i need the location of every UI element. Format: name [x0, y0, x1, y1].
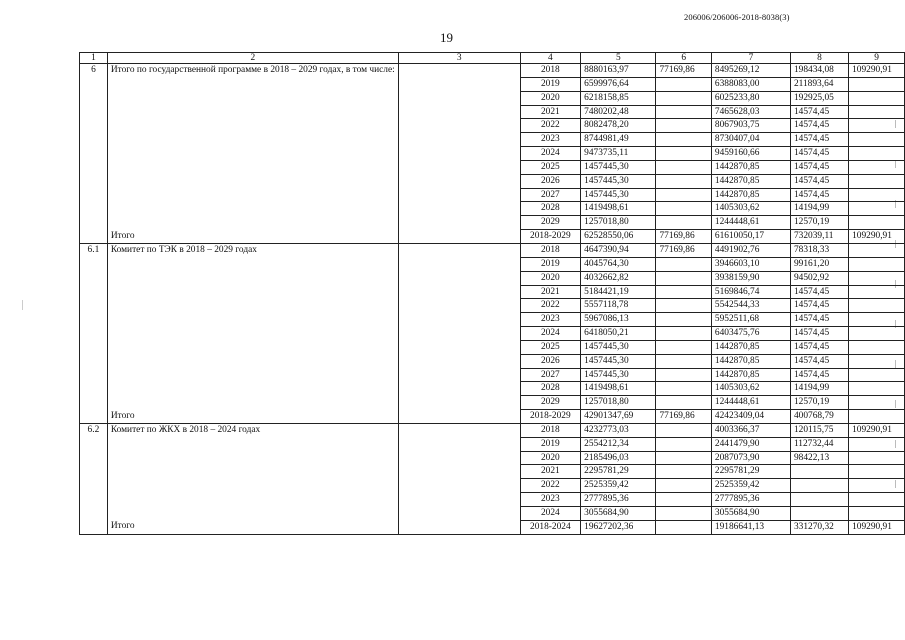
- column-header: 1: [80, 53, 108, 64]
- value-cell: 6025233,80: [711, 91, 790, 105]
- value-cell: [656, 507, 711, 521]
- value-cell: 2185496,03: [581, 451, 656, 465]
- year-cell: 2027: [520, 188, 581, 202]
- value-cell: [656, 188, 711, 202]
- table-row: [80, 243, 905, 257]
- section-number: 6.1: [80, 243, 108, 409]
- value-cell: 5169846,74: [711, 285, 790, 299]
- table-row: [80, 423, 905, 437]
- value-cell: 2554212,34: [581, 437, 656, 451]
- value-cell: 3055684,90: [711, 507, 790, 521]
- value-cell: [656, 119, 711, 133]
- section-name: Комитет по ТЭК в 2018 – 2029 годах: [107, 243, 398, 409]
- value-cell: [656, 299, 711, 313]
- value-cell: [849, 299, 905, 313]
- value-cell: 14574,45: [790, 133, 848, 147]
- total-value-cell: 62528550,06: [581, 230, 656, 244]
- total-value-cell: 61610050,17: [711, 230, 790, 244]
- table-row: [80, 64, 905, 78]
- value-cell: [656, 313, 711, 327]
- value-cell: 4045764,30: [581, 257, 656, 271]
- value-cell: 7480202,48: [581, 105, 656, 119]
- year-cell: 2026: [520, 174, 581, 188]
- value-cell: 1442870,85: [711, 368, 790, 382]
- value-cell: [656, 216, 711, 230]
- year-cell: 2018: [520, 243, 581, 257]
- value-cell: 112732,44: [790, 437, 848, 451]
- column-header: 6: [656, 53, 711, 64]
- value-cell: 8067903,75: [711, 119, 790, 133]
- value-cell: [849, 382, 905, 396]
- value-cell: [849, 313, 905, 327]
- value-cell: 4032662,82: [581, 271, 656, 285]
- value-cell: 77169,86: [656, 64, 711, 78]
- value-cell: 6218158,85: [581, 91, 656, 105]
- value-cell: 4491902,76: [711, 243, 790, 257]
- total-value-cell: 331270,32: [790, 520, 848, 534]
- value-cell: 14194,99: [790, 382, 848, 396]
- value-cell: [790, 493, 848, 507]
- value-cell: 2777895,36: [711, 493, 790, 507]
- value-cell: 8744981,49: [581, 133, 656, 147]
- value-cell: [849, 147, 905, 161]
- value-cell: [656, 160, 711, 174]
- section-number: 6.2: [80, 423, 108, 520]
- value-cell: 120115,75: [790, 423, 848, 437]
- year-cell: 2022: [520, 299, 581, 313]
- page-number: 19: [440, 30, 453, 45]
- value-cell: 8880163,97: [581, 64, 656, 78]
- year-cell: 2021: [520, 285, 581, 299]
- value-cell: [849, 396, 905, 410]
- value-cell: [656, 423, 711, 437]
- year-cell: 2023: [520, 493, 581, 507]
- year-cell: 2020: [520, 271, 581, 285]
- total-number-cell: [80, 230, 108, 244]
- value-cell: [790, 465, 848, 479]
- value-cell: 8082478,20: [581, 119, 656, 133]
- value-cell: 3055684,90: [581, 507, 656, 521]
- section-number: 6: [80, 64, 108, 230]
- value-cell: [656, 396, 711, 410]
- value-cell: 6403475,76: [711, 327, 790, 341]
- value-cell: 1442870,85: [711, 188, 790, 202]
- year-cell: 2022: [520, 479, 581, 493]
- total-value-cell: [656, 520, 711, 534]
- value-cell: [656, 451, 711, 465]
- value-cell: [849, 174, 905, 188]
- value-cell: [849, 479, 905, 493]
- value-cell: 109290,91: [849, 423, 905, 437]
- year-cell: 2021: [520, 465, 581, 479]
- year-cell: 2029: [520, 216, 581, 230]
- value-cell: [849, 507, 905, 521]
- period-cell: 2018-2029: [520, 230, 581, 244]
- value-cell: 1244448,61: [711, 216, 790, 230]
- value-cell: 4003366,37: [711, 423, 790, 437]
- value-cell: [849, 271, 905, 285]
- total-value-cell: 77169,86: [656, 410, 711, 424]
- value-cell: 2087073,90: [711, 451, 790, 465]
- value-cell: [656, 493, 711, 507]
- value-cell: 1442870,85: [711, 340, 790, 354]
- value-cell: 1457445,30: [581, 188, 656, 202]
- value-cell: 1457445,30: [581, 174, 656, 188]
- year-cell: 2021: [520, 105, 581, 119]
- value-cell: [656, 202, 711, 216]
- total-value-cell: [849, 410, 905, 424]
- column-3-cell: [398, 64, 520, 244]
- value-cell: [849, 354, 905, 368]
- value-cell: 3946603,10: [711, 257, 790, 271]
- total-value-cell: 19186641,13: [711, 520, 790, 534]
- value-cell: [656, 465, 711, 479]
- value-cell: 1457445,30: [581, 160, 656, 174]
- total-value-cell: 109290,91: [849, 230, 905, 244]
- value-cell: 14574,45: [790, 285, 848, 299]
- year-cell: 2024: [520, 507, 581, 521]
- value-cell: 14574,45: [790, 174, 848, 188]
- value-cell: [656, 133, 711, 147]
- value-cell: [656, 479, 711, 493]
- value-cell: [656, 340, 711, 354]
- column-header: 5: [581, 53, 656, 64]
- value-cell: 6599976,64: [581, 77, 656, 91]
- value-cell: 2525359,42: [711, 479, 790, 493]
- value-cell: 9473735,11: [581, 147, 656, 161]
- value-cell: [849, 119, 905, 133]
- value-cell: [849, 451, 905, 465]
- value-cell: 1442870,85: [711, 174, 790, 188]
- value-cell: 78318,33: [790, 243, 848, 257]
- value-cell: 1244448,61: [711, 396, 790, 410]
- value-cell: 7465628,03: [711, 105, 790, 119]
- value-cell: 1457445,30: [581, 368, 656, 382]
- value-cell: [849, 257, 905, 271]
- year-cell: 2018: [520, 64, 581, 78]
- value-cell: 192925,05: [790, 91, 848, 105]
- value-cell: 98422,13: [790, 451, 848, 465]
- value-cell: [849, 327, 905, 341]
- value-cell: 5542544,33: [711, 299, 790, 313]
- column-3-cell: [398, 423, 520, 534]
- total-value-cell: 732039,11: [790, 230, 848, 244]
- value-cell: 14574,45: [790, 368, 848, 382]
- value-cell: 12570,19: [790, 396, 848, 410]
- value-cell: 14574,45: [790, 105, 848, 119]
- value-cell: 1419498,61: [581, 382, 656, 396]
- column-header: 7: [711, 53, 790, 64]
- value-cell: 14574,45: [790, 188, 848, 202]
- total-value-cell: 42423409,04: [711, 410, 790, 424]
- year-cell: 2028: [520, 202, 581, 216]
- total-value-cell: 42901347,69: [581, 410, 656, 424]
- header-row: [80, 53, 905, 64]
- column-header: 4: [520, 53, 581, 64]
- budget-table: [79, 52, 905, 535]
- value-cell: 14574,45: [790, 147, 848, 161]
- value-cell: [849, 285, 905, 299]
- period-cell: 2018-2029: [520, 410, 581, 424]
- value-cell: 2777895,36: [581, 493, 656, 507]
- total-label: Итого: [107, 520, 398, 534]
- year-cell: 2019: [520, 437, 581, 451]
- value-cell: 6388083,00: [711, 77, 790, 91]
- value-cell: [656, 77, 711, 91]
- value-cell: 2441479,90: [711, 437, 790, 451]
- year-cell: 2029: [520, 396, 581, 410]
- value-cell: 4232773,03: [581, 423, 656, 437]
- document-id: 206006/206006-2018-8038(3): [684, 12, 790, 22]
- total-value-cell: 19627202,36: [581, 520, 656, 534]
- value-cell: [656, 437, 711, 451]
- value-cell: [849, 91, 905, 105]
- year-cell: 2026: [520, 354, 581, 368]
- scan-mark: [22, 300, 23, 310]
- value-cell: [656, 382, 711, 396]
- value-cell: 77169,86: [656, 243, 711, 257]
- value-cell: 1442870,85: [711, 354, 790, 368]
- value-cell: 14574,45: [790, 327, 848, 341]
- year-cell: 2025: [520, 340, 581, 354]
- value-cell: 14574,45: [790, 119, 848, 133]
- value-cell: [849, 202, 905, 216]
- value-cell: 14574,45: [790, 160, 848, 174]
- year-cell: 2027: [520, 368, 581, 382]
- value-cell: 99161,20: [790, 257, 848, 271]
- value-cell: [849, 437, 905, 451]
- value-cell: 211893,64: [790, 77, 848, 91]
- value-cell: 8495269,12: [711, 64, 790, 78]
- value-cell: [849, 368, 905, 382]
- value-cell: 2295781,29: [711, 465, 790, 479]
- value-cell: [656, 285, 711, 299]
- total-number-cell: [80, 520, 108, 534]
- total-label: Итого: [107, 410, 398, 424]
- value-cell: 2525359,42: [581, 479, 656, 493]
- value-cell: 1457445,30: [581, 354, 656, 368]
- column-header: 9: [849, 53, 905, 64]
- value-cell: 6418050,21: [581, 327, 656, 341]
- value-cell: 5184421,19: [581, 285, 656, 299]
- total-number-cell: [80, 410, 108, 424]
- value-cell: [849, 493, 905, 507]
- value-cell: [849, 133, 905, 147]
- value-cell: 94502,92: [790, 271, 848, 285]
- value-cell: 1405303,62: [711, 202, 790, 216]
- year-cell: 2024: [520, 327, 581, 341]
- value-cell: 1419498,61: [581, 202, 656, 216]
- year-cell: 2022: [520, 119, 581, 133]
- year-cell: 2018: [520, 423, 581, 437]
- value-cell: [849, 465, 905, 479]
- value-cell: [849, 105, 905, 119]
- value-cell: 12570,19: [790, 216, 848, 230]
- value-cell: 198434,08: [790, 64, 848, 78]
- value-cell: [656, 354, 711, 368]
- column-header: 8: [790, 53, 848, 64]
- year-cell: 2019: [520, 257, 581, 271]
- value-cell: 5967086,13: [581, 313, 656, 327]
- value-cell: 2295781,29: [581, 465, 656, 479]
- value-cell: 5952511,68: [711, 313, 790, 327]
- value-cell: [790, 507, 848, 521]
- value-cell: [849, 188, 905, 202]
- value-cell: 14194,99: [790, 202, 848, 216]
- total-value-cell: 400768,79: [790, 410, 848, 424]
- total-label: Итого: [107, 230, 398, 244]
- year-cell: 2028: [520, 382, 581, 396]
- value-cell: [849, 77, 905, 91]
- value-cell: 1442870,85: [711, 160, 790, 174]
- value-cell: 109290,91: [849, 64, 905, 78]
- column-header: 2: [107, 53, 398, 64]
- value-cell: [849, 340, 905, 354]
- value-cell: 14574,45: [790, 340, 848, 354]
- value-cell: 8730407,04: [711, 133, 790, 147]
- value-cell: [790, 479, 848, 493]
- column-3-cell: [398, 243, 520, 423]
- year-cell: 2024: [520, 147, 581, 161]
- value-cell: [656, 271, 711, 285]
- value-cell: 14574,45: [790, 354, 848, 368]
- section-name: Итого по государственной программе в 2018 – 2029 годах, в том числе:: [107, 64, 398, 230]
- value-cell: [849, 160, 905, 174]
- value-cell: [656, 368, 711, 382]
- value-cell: 1257018,80: [581, 396, 656, 410]
- value-cell: [849, 216, 905, 230]
- year-cell: 2020: [520, 451, 581, 465]
- year-cell: 2025: [520, 160, 581, 174]
- total-value-cell: 109290,91: [849, 520, 905, 534]
- year-cell: 2019: [520, 77, 581, 91]
- period-cell: 2018-2024: [520, 520, 581, 534]
- value-cell: 14574,45: [790, 313, 848, 327]
- value-cell: 5557118,78: [581, 299, 656, 313]
- year-cell: 2023: [520, 133, 581, 147]
- value-cell: [656, 105, 711, 119]
- value-cell: 1457445,30: [581, 340, 656, 354]
- value-cell: 4647390,94: [581, 243, 656, 257]
- total-value-cell: 77169,86: [656, 230, 711, 244]
- column-header: 3: [398, 53, 520, 64]
- year-cell: 2023: [520, 313, 581, 327]
- value-cell: [849, 243, 905, 257]
- value-cell: [656, 327, 711, 341]
- value-cell: [656, 257, 711, 271]
- value-cell: 9459160,66: [711, 147, 790, 161]
- section-name: Комитет по ЖКХ в 2018 – 2024 годах: [107, 423, 398, 520]
- value-cell: 1257018,80: [581, 216, 656, 230]
- value-cell: [656, 147, 711, 161]
- value-cell: [656, 174, 711, 188]
- value-cell: 3938159,90: [711, 271, 790, 285]
- value-cell: 14574,45: [790, 299, 848, 313]
- year-cell: 2020: [520, 91, 581, 105]
- value-cell: [656, 91, 711, 105]
- value-cell: 1405303,62: [711, 382, 790, 396]
